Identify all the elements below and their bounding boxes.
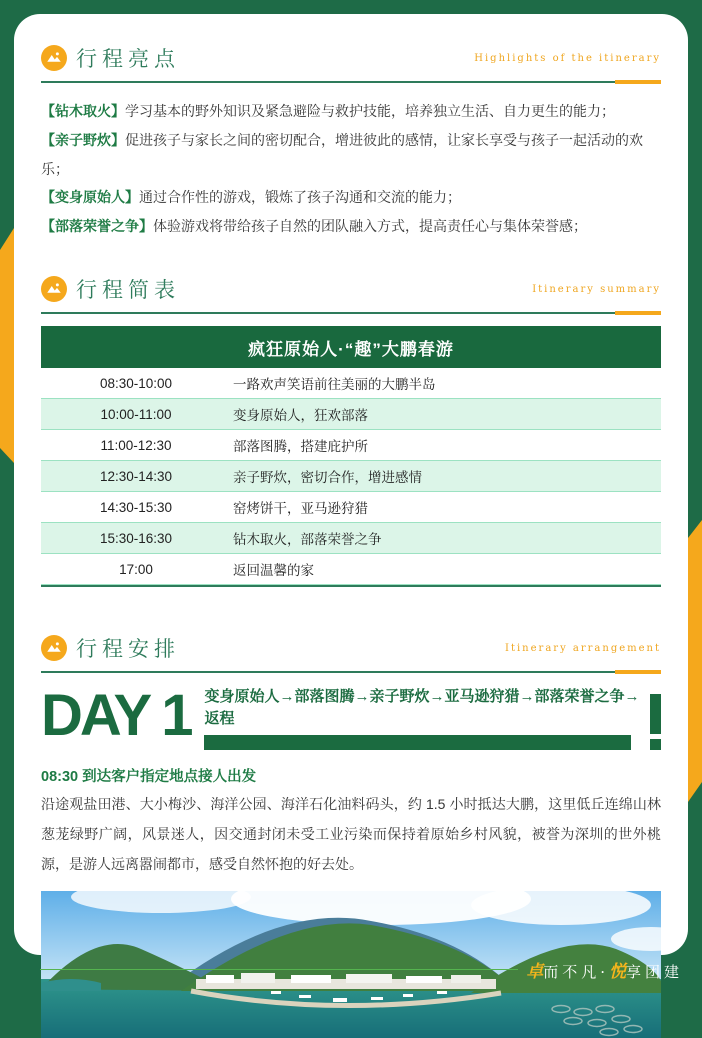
brand-char: 悦 [608, 962, 626, 982]
section-divider [41, 80, 661, 84]
day1-green-bar [204, 735, 630, 750]
arrangement-header [41, 633, 661, 663]
section-title: 行程安排 [76, 637, 180, 662]
row-time: 14:30-15:30 [99, 499, 173, 515]
highlight-text: 促进孩子与家长之间的密切配合，增进彼此的感情，让家长享受与孩子一起活动的欢乐； [41, 131, 643, 177]
section-subtitle-en: Itinerary summary [532, 283, 661, 295]
highlight-tag: 【变身原始人】 [41, 189, 139, 206]
section-summary [41, 274, 661, 587]
table-row [41, 554, 661, 585]
day1-route-wrap [204, 684, 644, 750]
highlight-text: 体验游戏将带给孩子自然的团队融入方式，提高责任心与集体荣誉感； [153, 218, 587, 235]
row-time: 11:00-12:30 [100, 437, 172, 453]
brand-char: 卓 [526, 962, 544, 982]
row-activity: 亲子野炊，密切合作，增进感情 [233, 470, 422, 486]
section-title: 行程简表 [76, 278, 180, 303]
mountain-sun-icon [41, 635, 67, 661]
exclamation-mark [650, 684, 661, 750]
day1-description: 沿途观盐田港、大小梅沙、海洋公园、海洋石化油料码头，约 1.5 小时抵达大鹏，这里低丘连绵山林葱茏绿野广阔，风景迷人，因交通封闭未受工业污染而保持着原始乡村风貌，被誉为深圳的世外桃源，是游人远离嚣闹都市，感受自然怀抱的好去处。 [41, 795, 661, 872]
row-activity: 一路欢声笑语前往美丽的大鹏半岛 [233, 377, 436, 393]
brand-dot: · [600, 963, 609, 981]
highlight-item [41, 183, 661, 212]
highlight-item [41, 97, 661, 126]
row-activity: 返回温馨的家 [233, 563, 314, 579]
table-title: 疯狂原始人·“趣”大鹏春游 [41, 326, 661, 368]
table-row [41, 368, 661, 399]
table-row [41, 523, 661, 554]
brand-text: 而不凡 [543, 963, 601, 981]
row-time: 08:30-10:00 [99, 375, 173, 391]
mountain-sun-icon [41, 276, 67, 302]
row-activity: 钻木取火，部落荣誉之争 [233, 532, 382, 548]
row-time: 17:00 [119, 561, 153, 577]
highlight-tag: 【部落荣誉之争】 [41, 218, 153, 235]
left-edge-yellow-accent [0, 228, 14, 463]
time-heading: 08:30 到达客户指定地点接人出发 [41, 768, 257, 785]
day1-label: DAY 1 [41, 683, 191, 749]
row-time: 12:30-14:30 [99, 468, 173, 484]
table-row [41, 399, 661, 430]
row-time: 10:00-11:00 [100, 406, 172, 422]
highlights-list [41, 97, 661, 241]
section-title: 行程亮点 [76, 47, 180, 71]
day1-route: 变身原始人→部落图腾→亲子野炊→亚马逊狩猎→部落荣誉之争→返程 [204, 688, 640, 727]
highlight-tag: 【钻木取火】 [41, 103, 125, 119]
highlight-item [41, 126, 661, 184]
row-activity: 窑烤饼干，亚马逊狩猎 [233, 501, 368, 517]
itinerary-card [14, 14, 688, 955]
footer-divider-line [40, 969, 518, 970]
right-edge-yellow-accent [688, 520, 702, 802]
highlights-header [41, 43, 661, 73]
table-row [41, 430, 661, 461]
day1-banner [41, 684, 661, 750]
section-highlights [41, 43, 661, 241]
highlight-tag: 【亲子野炊】 [41, 131, 125, 148]
section-subtitle-en: Highlights of the itinerary [474, 52, 661, 64]
highlight-text: 通过合作性的游戏，锻炼了孩子沟通和交流的能力； [139, 189, 461, 206]
itinerary-table [41, 326, 661, 587]
section-divider [41, 670, 661, 674]
highlight-item [41, 212, 661, 241]
mountain-sun-icon [41, 45, 67, 71]
section-divider [41, 311, 661, 315]
section-subtitle-en: Itinerary arrangement [505, 642, 661, 654]
brand-text: 享团建 [625, 963, 683, 981]
summary-header [41, 274, 661, 304]
row-activity: 部落图腾，搭建庇护所 [233, 439, 368, 455]
table-row [41, 461, 661, 492]
brand-slogan [526, 957, 683, 982]
table-row [41, 492, 661, 523]
highlight-text: 学习基本的野外知识及紧急避险与救护技能，培养独立生活、自力更生的能力； [125, 103, 615, 119]
table-rows [41, 368, 661, 587]
row-time: 15:30-16:30 [99, 530, 173, 546]
row-activity: 变身原始人，狂欢部落 [233, 408, 368, 424]
